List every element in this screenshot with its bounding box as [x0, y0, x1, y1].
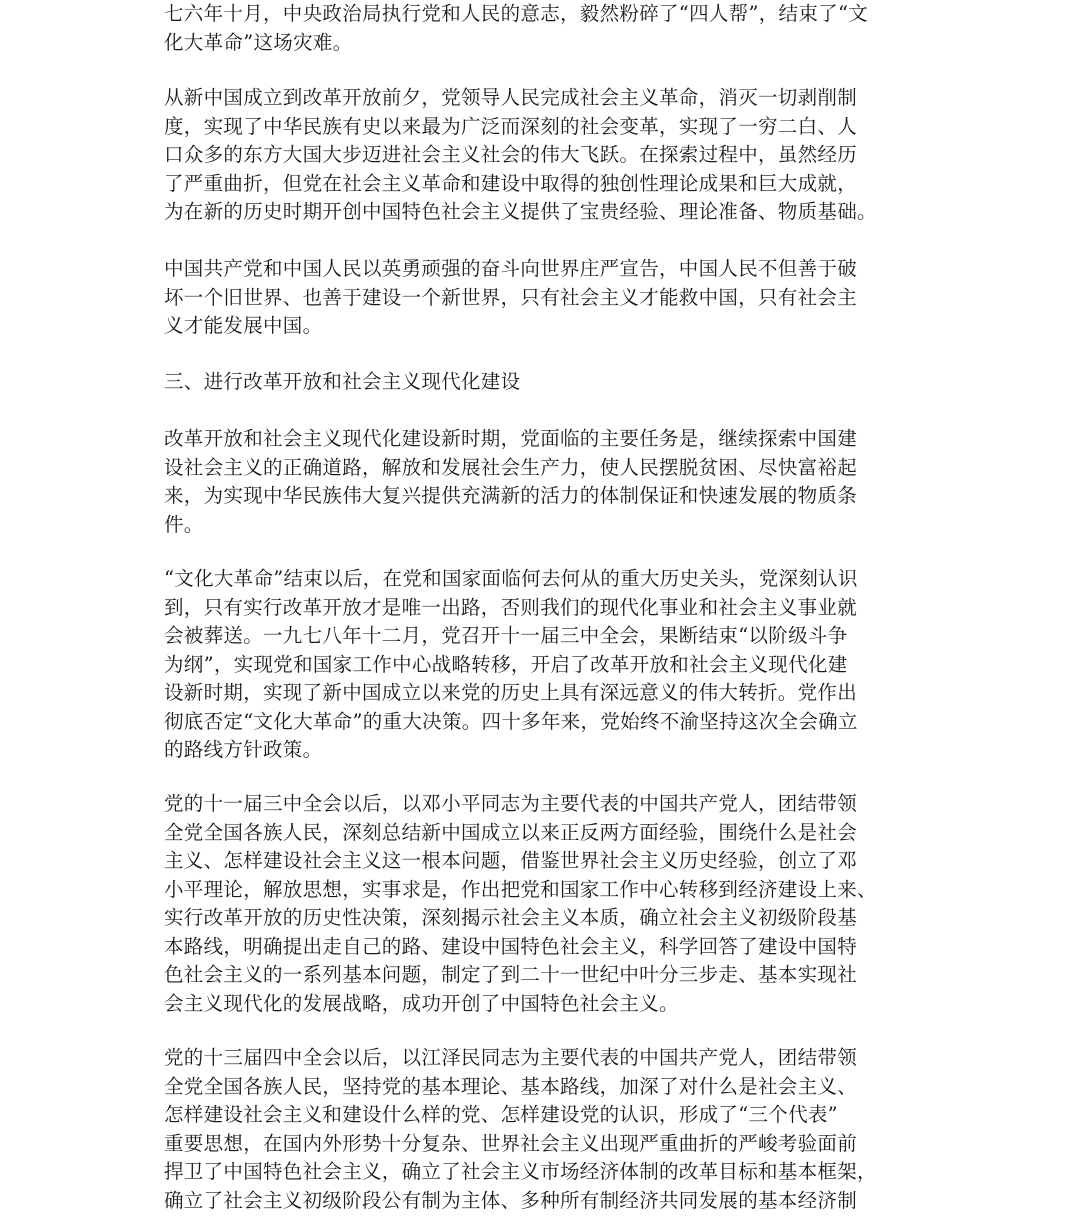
paragraph-5: [164, 565, 924, 765]
paragraph-3: [164, 255, 924, 341]
text-line: 的路线方针政策。: [164, 738, 323, 761]
text-line: 到，只有实行改革开放才是唯一出路，否则我们的现代化事业和社会主义事业就: [164, 595, 858, 619]
text-line: 设新时期，实现了新中国成立以来党的历史上具有深远意义的伟大转折。党作出: [164, 681, 858, 704]
text-line: 改革开放和社会主义现代化建设新时期，党面临的主要任务是，继续探索中国建: [164, 427, 858, 450]
text-line: 坏一个旧世界、也善于建设一个新世界，只有社会主义才能救中国，只有社会主: [164, 285, 858, 309]
text-line: 全党全国各族人民，深刻总结新中国成立以来正反两方面经验，围绕什么是社会: [164, 820, 858, 844]
text-line: 中国共产党和中国人民以英勇顽强的奋斗向世界庄严宣告，中国人民不但善于破: [164, 257, 858, 280]
text-line: 彻底否定“文化大革命”的重大决策。四十多年来，党始终不渝坚持这次全会确立: [164, 709, 858, 733]
text-line: 色社会主义的一系列基本问题，制定了到二十一世纪中叶分三步走、基本实现社: [164, 963, 858, 986]
paragraph-1: [164, 0, 924, 57]
paragraph-6: [164, 790, 924, 1018]
text-line: 口众多的东方大国大步迈进社会主义社会的伟大飞跃。在探索过程中，虽然经历: [164, 143, 858, 166]
text-line: 了严重曲折，但党在社会主义革命和建设中取得的独创性理论成果和巨大成就，: [164, 171, 858, 195]
text-line: “文化大革命”结束以后，在党和国家面临何去何从的重大历史关头，党深刻认识: [164, 567, 858, 590]
text-line: 捍卫了中国特色社会主义，确立了社会主义市场经济体制的改革目标和基本框架，: [164, 1160, 877, 1183]
text-line: 化大革命”这场灾难。: [164, 30, 353, 54]
text-line: 本路线，明确提出走自己的路、建设中国特色社会主义，科学回答了建设中国特: [164, 934, 858, 958]
text-line: 小平理论，解放思想，实事求是，作出把党和国家工作中心转移到经济建设上来、: [164, 877, 877, 901]
heading-line: 三、进行改革开放和社会主义现代化建设: [164, 370, 521, 393]
text-line: 主义、怎样建设社会主义这一根本问题，借鉴世界社会主义历史经验，创立了邓: [164, 849, 858, 872]
text-line: 度，实现了中华民族有史以来最为广泛而深刻的社会变革，实现了一穷二白、人: [164, 114, 858, 138]
text-line: 设社会主义的正确道路，解放和发展社会生产力，使人民摆脱贫困、尽快富裕起: [164, 455, 858, 479]
text-line: 党的十三届四中全会以后，以江泽民同志为主要代表的中国共产党人，团结带领: [164, 1046, 858, 1069]
text-line: 为在新的历史时期开创中国特色社会主义提供了宝贵经验、理论准备、物质基础。: [164, 200, 877, 223]
section-heading: [164, 368, 924, 397]
text-line: 件。: [164, 512, 204, 536]
text-line: 党的十一届三中全会以后，以邓小平同志为主要代表的中国共产党人，团结带领: [164, 792, 858, 815]
text-line: 从新中国成立到改革开放前夕，党领导人民完成社会主义革命，消灭一切剥削制: [164, 86, 858, 109]
text-line: 确立了社会主义初级阶段公有制为主体、多种所有制经济共同发展的基本经济制: [164, 1188, 858, 1212]
text-line: 为纲”，实现党和国家工作中心战略转移，开启了改革开放和社会主义现代化建: [164, 652, 848, 676]
text-line: 来，为实现中华民族伟大复兴提供充满新的活力的体制保证和快速发展的物质条: [164, 484, 858, 507]
text-line: 义才能发展中国。: [164, 314, 323, 337]
paragraph-4: [164, 425, 924, 539]
text-line: 会主义现代化的发展战略，成功开创了中国特色社会主义。: [164, 991, 679, 1015]
paragraph-7: [164, 1044, 924, 1215]
text-line: 实行改革开放的历史性决策，深刻揭示社会主义本质，确立社会主义初级阶段基: [164, 906, 858, 929]
text-line: 会被葬送。一九七八年十二月，党召开十一届三中全会，果断结束“以阶级斗争: [164, 624, 848, 647]
paragraph-2: [164, 84, 924, 227]
text-line: 重要思想，在国内外形势十分复杂、世界社会主义出现严重曲折的严峻考验面前: [164, 1131, 858, 1155]
text-line: 怎样建设社会主义和建设什么样的党、怎样建设党的认识，形成了“三个代表”: [164, 1103, 838, 1126]
text-line: 全党全国各族人民，坚持党的基本理论、基本路线，加深了对什么是社会主义、: [164, 1074, 858, 1098]
text-line: 七六年十月，中央政治局执行党和人民的意志，毅然粉碎了“四人帮”，结束了“文: [164, 2, 869, 25]
